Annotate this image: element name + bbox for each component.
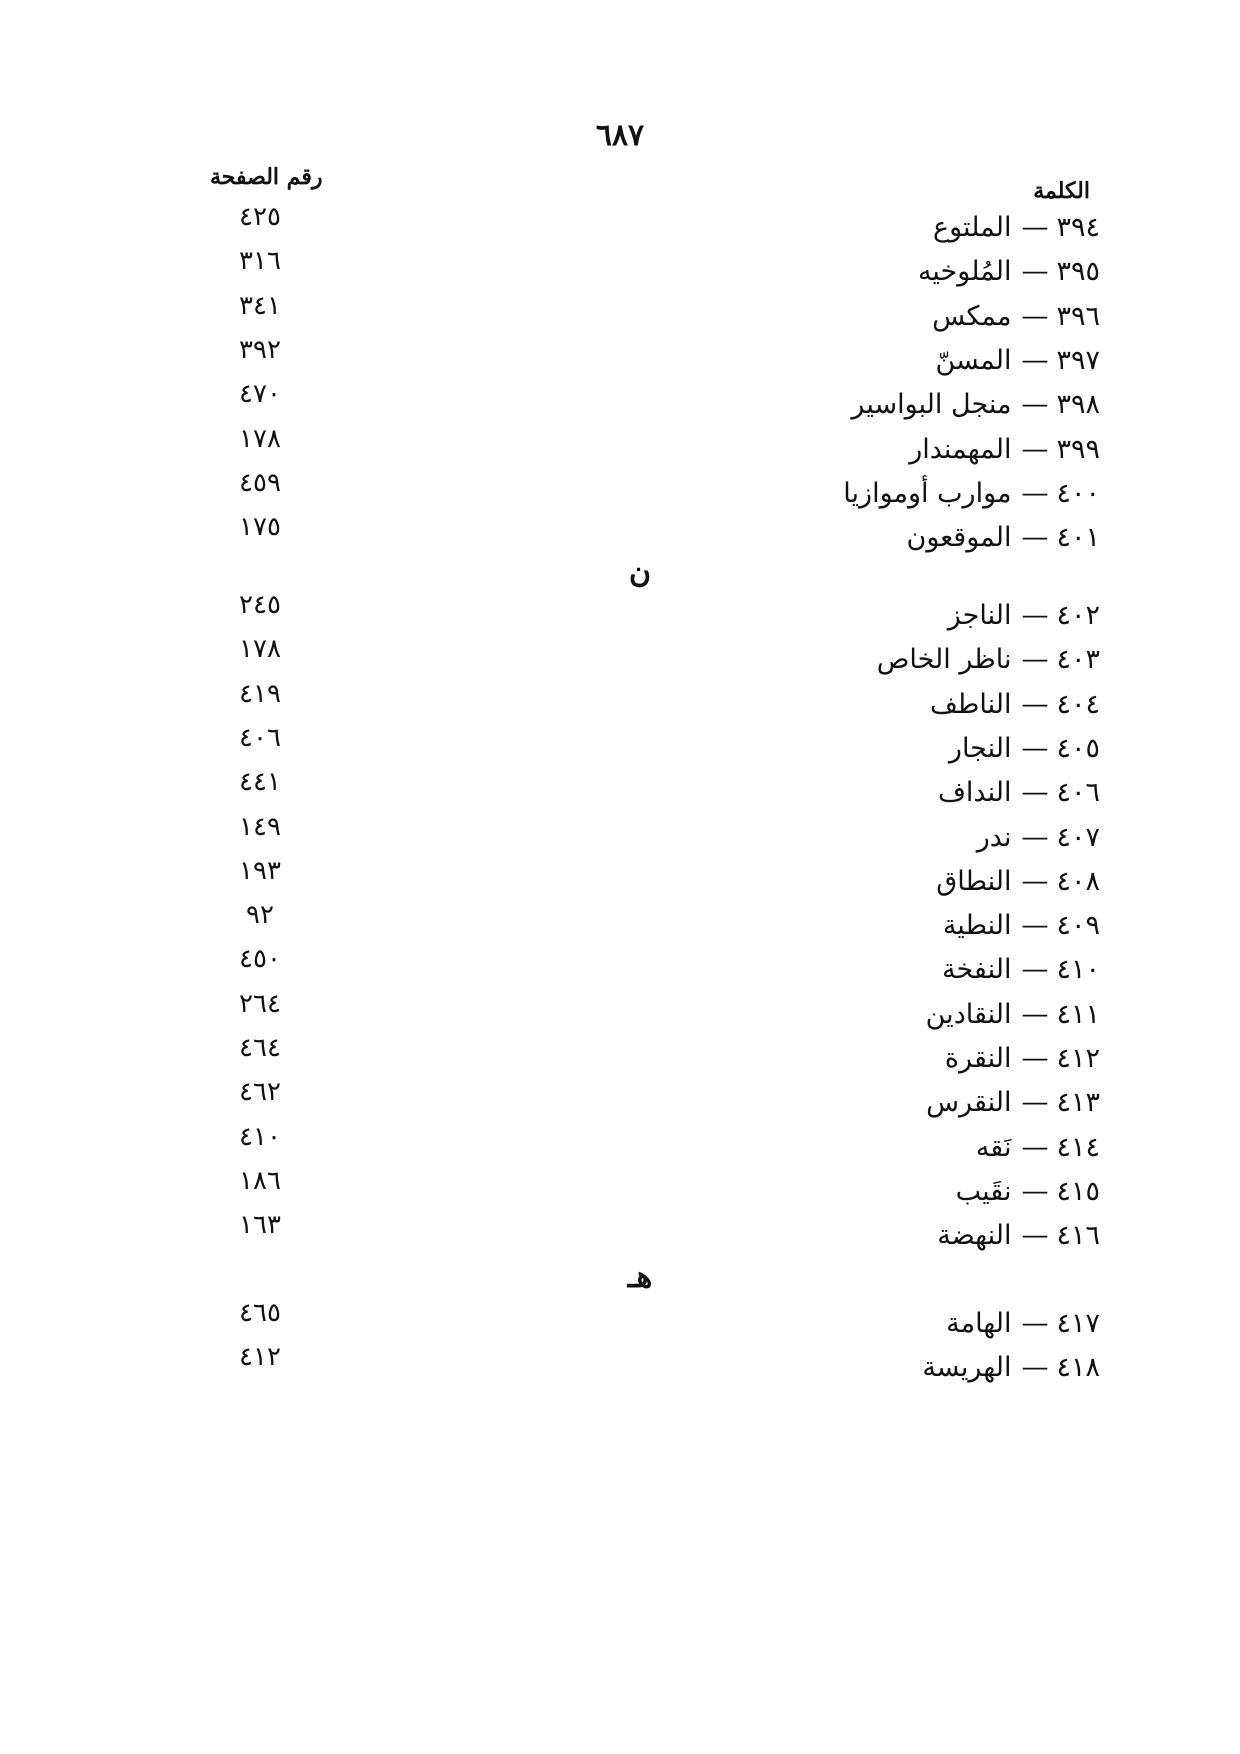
entry-page-number: ٤٥٠ [239,944,281,975]
entry-number: ٣٩٨ [1056,389,1100,421]
entry-word: النقرس [926,1087,1012,1119]
entry [949,733,1100,764]
entry-number: ٤١٦ [1056,1220,1100,1252]
index-entry-row [0,1077,1240,1131]
index-entry-row [0,290,1240,345]
entry [918,256,1100,287]
entry-word: ندر [976,821,1012,853]
index-entry-row [0,379,1240,433]
index-entry-row [0,246,1240,300]
entry-dash: — [1021,300,1049,332]
entry-page-number: ٤٦٥ [239,1298,281,1328]
entry-word: النطاق [936,865,1012,897]
index-entry-row [0,202,1240,256]
entry-number: ٤٠٤ [1056,688,1100,720]
entry [922,1352,1100,1383]
page-column-header: رقم الصفحة [210,164,323,190]
entry-page-number: ٤٢٥ [239,202,281,232]
entry-page-number: ٣٤١ [239,290,281,321]
entry-page-number: ٤٧٠ [239,379,281,410]
entry-word: الموقعون [906,522,1012,554]
entry-dash: — [1021,522,1049,554]
entry-page-number: ٤٠٦ [239,722,281,753]
entry [977,822,1100,853]
entry-number: ٤٠٦ [1056,777,1100,809]
entry-dash: — [1021,688,1049,720]
entry [946,1308,1100,1339]
entry-dash: — [1021,1308,1049,1339]
entry-word: المُلوخيه [917,256,1012,288]
entry-number: ٤٠٣ [1056,644,1100,676]
entry-dash: — [1021,732,1049,764]
entry-page-number: ١٧٨ [239,423,281,454]
index-entry-row [0,767,1240,821]
entry-dash: — [1021,1131,1049,1163]
entry-page-number: ١٤٩ [239,811,281,842]
entry [938,777,1100,808]
entry-dash: — [1021,212,1049,243]
entry-number: ٤٠٥ [1056,732,1100,764]
entry [926,1087,1100,1118]
entry-page-number: ٢٤٥ [239,590,281,620]
index-entry-row [0,1033,1240,1087]
entry-word: منجل البواسير [851,389,1012,421]
entry-dash: — [1021,1352,1049,1384]
entry-page-number: ١٧٥ [239,512,281,543]
entry-word: الملتوع [933,212,1012,243]
entry-word: النداف [937,777,1012,809]
entry-word: المسنّ [935,344,1012,376]
entry [943,910,1100,941]
entry-dash: — [1021,256,1049,288]
entry-dash: — [1021,433,1049,465]
entry-number: ٤١١ [1056,998,1100,1030]
section-letter: هـ [627,1260,653,1295]
entry-page-number: ٤١٩ [239,678,281,709]
section-letter: ن [628,555,652,590]
entry-number: ٤١٤ [1056,1131,1100,1163]
entry-page-number: ١٨٦ [239,1165,281,1196]
entry-dash: — [1021,477,1049,509]
index-entry-row [0,722,1240,777]
entry [948,600,1100,631]
entry-page-number: ٤٥٩ [239,467,281,498]
entry-word: المهمندار [909,433,1012,465]
entry [942,954,1100,985]
entry-page-number: ٤٤١ [239,767,281,798]
index-entry-row [0,423,1240,478]
entry [976,1132,1100,1163]
word-column-header: الكلمة [1033,178,1090,204]
index-entry-row [0,1121,1240,1176]
entry-word: النطية [942,910,1012,942]
entry-number: ٣٩٤ [1056,212,1100,243]
index-entry-row [0,855,1240,910]
entry [933,212,1100,243]
entry-word: النقرة [944,1043,1012,1074]
index-entry-row [0,1165,1240,1220]
index-entry-row [0,1298,1240,1352]
index-entry-row [0,634,1240,688]
entry-number: ٣٩٩ [1056,433,1100,465]
entry-dash: — [1021,344,1049,376]
entry-number: ٤٠٢ [1056,600,1100,631]
entry-page-number: ١٩٣ [239,855,281,886]
entry-word: موارب أوموازيا [843,477,1012,509]
entry [909,434,1100,465]
entry-word: نقَيب [955,1175,1012,1207]
entry-number: ٤١٢ [1056,1043,1100,1074]
entry-dash: — [1021,821,1049,853]
entry-number: ٤٠٩ [1056,910,1100,942]
entry-dash: — [1021,998,1049,1030]
index-entry-row [0,1210,1240,1264]
entry-page-number: ٤٦٢ [239,1077,281,1108]
entry-page-number: ٤١٠ [239,1121,281,1152]
entry-number: ٤٠٠ [1056,477,1100,509]
entry-number: ٤١٣ [1056,1087,1100,1119]
entry-page-number: ٤١٢ [239,1342,281,1373]
index-entry-row [0,678,1240,733]
entry-dash: — [1021,910,1049,942]
entry-dash: — [1021,1175,1049,1207]
entry-number: ٣٩٧ [1056,344,1100,376]
entry-word: الهامة [946,1308,1012,1339]
entry-page-number: ٣٩٢ [239,334,281,365]
entry-dash: — [1021,865,1049,897]
index-entry-row [0,811,1240,866]
entry-word: الهريسة [922,1352,1012,1384]
entry-number: ٤١٧ [1056,1308,1100,1339]
entry-dash: — [1021,1043,1049,1074]
index-entry-row [0,334,1240,389]
index-entry-row [0,467,1240,522]
entry [926,999,1100,1030]
entry-page-number: ٩٢ [246,900,274,931]
entry-number: ٣٩٦ [1056,300,1100,332]
entry [930,689,1100,720]
entry [937,1220,1100,1251]
entry-page-number: ٣١٦ [239,246,281,277]
entry [877,644,1100,675]
entry-page-number: ١٧٨ [239,634,281,665]
entry-word: الناجز [947,600,1012,631]
entry [843,478,1100,509]
entry [851,389,1100,420]
entry-dash: — [1021,389,1049,421]
entry-word: ناظر الخاص [876,644,1012,676]
entry [936,345,1101,376]
entry-number: ٤٠١ [1056,522,1100,554]
entry [936,866,1100,897]
entry-page-number: ٤٦٤ [239,1033,281,1063]
index-entry-row [0,1342,1240,1396]
entry-number: ٤٠٨ [1056,865,1100,897]
entry [945,1043,1100,1074]
entry-number: ٤١٥ [1056,1175,1100,1207]
entry-page-number: ١٦٣ [239,1210,281,1241]
entry-dash: — [1021,1087,1049,1119]
entry [906,522,1100,553]
entry-dash: — [1021,644,1049,676]
entry-word: الناطف [929,688,1012,720]
entry-number: ٣٩٥ [1056,256,1100,288]
entry-word: نَقه [975,1131,1012,1163]
entry [956,1176,1100,1207]
entry-word: النفخة [942,954,1012,986]
entry-dash: — [1021,600,1049,631]
index-entry-row [0,988,1240,1043]
index-entry-row [0,590,1240,644]
entry-dash: — [1021,954,1049,986]
entry-number: ٤١٨ [1056,1352,1100,1384]
entry-number: ٤٠٧ [1056,821,1100,853]
entry [932,301,1100,332]
entry-dash: — [1021,777,1049,809]
entry-word: النهضة [937,1220,1012,1252]
entry-word: ممكس [932,300,1012,332]
entry-number: ٤١٠ [1056,954,1100,986]
entry-word: النقادين [925,998,1012,1030]
entry-page-number: ٢٦٤ [239,988,281,1019]
index-entry-row [0,944,1240,998]
page-number: ٦٨٧ [595,118,645,153]
entry-dash: — [1021,1220,1049,1252]
index-entry-row [0,900,1240,954]
entry-word: النجار [948,732,1012,764]
